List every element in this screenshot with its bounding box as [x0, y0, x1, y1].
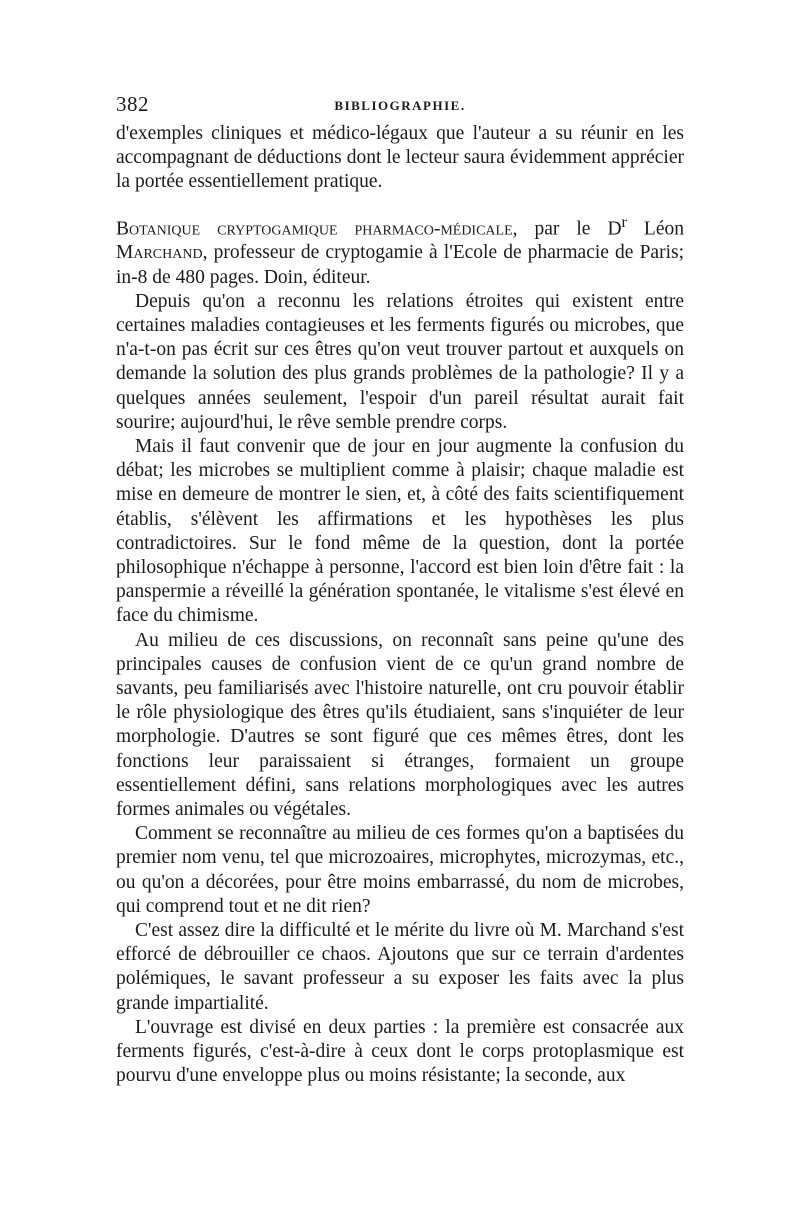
paragraph: Mais il faut convenir que de jour en jour augmente la confusion du débat; les microbes se multiplient comme à plaisir; chaque maladie est mise en demeure de montrer le sien, et, à côté des faits scientifiquement établis, s'élèvent les affirmations et les hypothèses les plus contradictoires. Sur le fond même de la question, dont la portée philosophique n'échappe à personne, l'accord est bien loin d'être fait : la panspermie a réveillé la génération spontanée, le vitalisme s'est élevé en face du chimisme.	[116, 435, 684, 627]
paragraph: L'ouvrage est divisé en deux parties : la première est consacrée aux ferments figurés, c'est-à-dire à ceux dont le corps protoplasmique est pourvu d'une enveloppe plus ou moins résistante; la seconde, aux	[116, 1016, 684, 1087]
title-superscript: r	[621, 212, 627, 231]
running-head: BIBLIOGRAPHIE.	[334, 98, 466, 113]
continuation-paragraph: d'exemples cliniques et médico-légaux que l'auteur a su réunir en les accompagnant de déductions dont le lecteur saura évidemment apprécier la portée essentiellement pratique.	[116, 123, 684, 193]
author-prefix: par le D	[517, 218, 622, 240]
author-name: Marchand,	[116, 242, 208, 264]
paragraph: Comment se reconnaître au milieu de ces formes qu'on a baptisées du premier nom venu, tel que microzoaires, microphytes, microzymas, etc., ou qu'on a décorées, pour être moins embarrassé, du nom de microbes, qui comprend tout et ne dit rien?	[116, 823, 684, 917]
paragraph: C'est assez dire la difficulté et le mérite du livre où M. Marchand s'est efforcé de débrouiller ce chaos. Ajoutons que sur ce terrain d'ardentes polémiques, le savant professeur a su exposer les faits avec la plus grande impartialité.	[116, 920, 684, 1014]
page-header	[116, 92, 684, 122]
paragraph: Au milieu de ces discussions, on reconnaît sans peine qu'une des principales causes de confusion vient de ce qu'un grand nombre de savants, peu familiarisés avec l'histoire naturelle, ont cru pouvoir établir le rôle physiologique des êtres qu'ils étudiaient, sans s'inquiéter de leur morphologie. D'autres se sont figuré que ces mêmes êtres, dont les fonctions leur paraissaient si étranges, formaient un groupe essentiellement défini, sans relations morphologiques avec les autres formes animales ou végétales.	[116, 629, 684, 820]
paragraph: Depuis qu'on a reconnu les relations étroites qui existent entre certaines maladies contagieuses et les ferments figurés ou microbes, que n'a-t-on pas écrit sur ces êtres qu'on veut trouver partout et auxquels on demande la solution des plus grands problèmes de la pathologie? Il y a quelques années seulement, l'espoir d'un pareil résultat aurait fait sourire; aujourd'hui, le rêve semble prendre corps.	[116, 290, 684, 433]
review-text	[116, 290, 684, 1089]
page-number: 382	[116, 92, 149, 116]
bibliography-entry	[116, 210, 684, 290]
book-title: Botanique cryptogamique pharmaco-médicale,	[116, 218, 518, 240]
book-details: professeur de cryptogamie à l'Ecole de pharmacie de Paris; in-8 de 480 pages. Doin, éditeur.	[116, 242, 684, 288]
body-text	[116, 122, 684, 195]
book-page	[116, 92, 684, 1088]
author-first-name: Léon	[626, 218, 684, 240]
